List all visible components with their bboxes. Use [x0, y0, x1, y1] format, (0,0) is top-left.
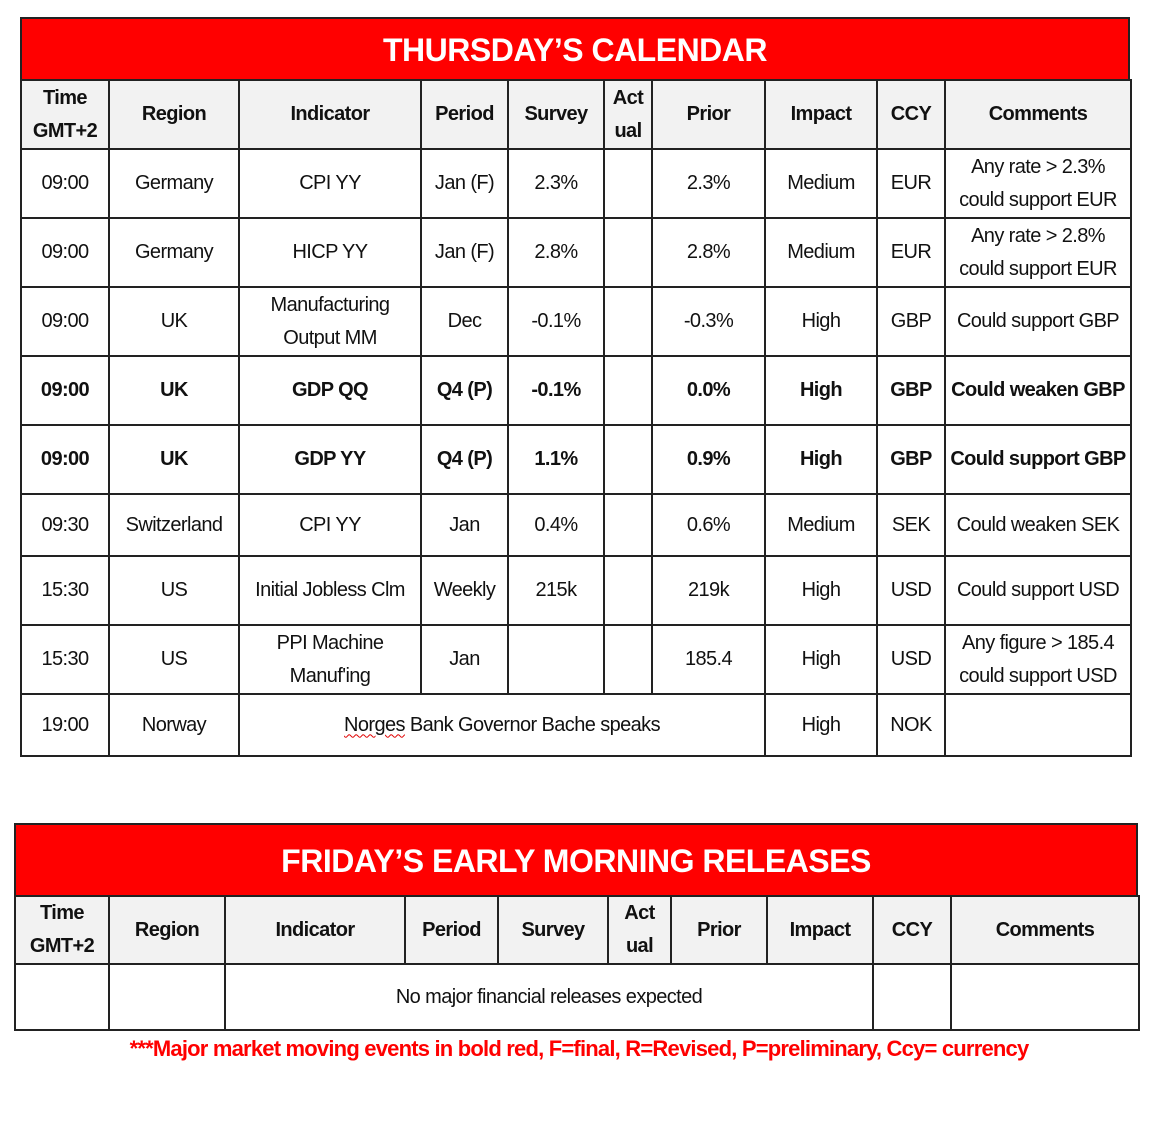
col-header-time	[15, 896, 109, 964]
table-row	[21, 494, 1131, 556]
cell-survey: 2.8%	[508, 218, 604, 287]
friday-table	[14, 895, 1140, 1031]
col-header-ccy: CCY	[877, 80, 945, 149]
cell-comments	[945, 694, 1131, 756]
thursday-table	[20, 79, 1132, 757]
col-header-indicator: Indicator	[225, 896, 405, 964]
cell-impact: High	[765, 694, 877, 756]
col-header-time-line2: GMT+2	[32, 119, 98, 142]
col-header-survey: Survey	[508, 80, 604, 149]
col-header-ccy: CCY	[873, 896, 951, 964]
col-header-region: Region	[109, 80, 239, 149]
col-header-actual-line1: Act	[612, 86, 644, 109]
cell-comments: Could support GBP	[945, 425, 1131, 494]
event-text-spellcheck: Norges	[344, 713, 405, 736]
table-row-major-event	[21, 425, 1131, 494]
cell-actual	[604, 494, 652, 556]
col-header-impact: Impact	[765, 80, 877, 149]
cell-prior: 185.4	[652, 625, 765, 694]
cell-ccy: EUR	[877, 149, 945, 218]
cell-indicator: HICP YY	[239, 218, 421, 287]
thursday-header-row	[21, 80, 1131, 149]
cell-ccy: GBP	[877, 287, 945, 356]
table-row	[21, 287, 1131, 356]
cell-period: Weekly	[421, 556, 508, 625]
col-header-survey: Survey	[498, 896, 608, 964]
cell-time: 09:30	[21, 494, 109, 556]
cell-time: 09:00	[21, 218, 109, 287]
table-row-norway-speech	[21, 694, 1131, 756]
cell-region: UK	[109, 287, 239, 356]
table-row	[21, 218, 1131, 287]
col-header-time-line1: Time	[40, 902, 84, 924]
cell-prior: 0.6%	[652, 494, 765, 556]
table-row	[21, 149, 1131, 218]
cell-impact: Medium	[765, 149, 877, 218]
col-header-region: Region	[109, 896, 225, 964]
cell-comments: Any rate > 2.8% could support EUR	[945, 218, 1131, 287]
cell-region: Norway	[109, 694, 239, 756]
cell-actual	[604, 356, 652, 425]
cell-indicator: GDP YY	[239, 425, 421, 494]
cell-impact: Medium	[765, 494, 877, 556]
cell-survey: 0.4%	[508, 494, 604, 556]
cell-region: UK	[109, 356, 239, 425]
friday-header-row	[15, 896, 1139, 964]
cell-period: Jan	[421, 625, 508, 694]
table-row-major-event	[21, 356, 1131, 425]
cell-ccy	[873, 964, 951, 1030]
cell-period: Q4 (P)	[421, 356, 508, 425]
cell-indicator: Initial Jobless Clm	[239, 556, 421, 625]
cell-no-releases-message: No major financial releases expected	[225, 964, 873, 1030]
cell-ccy: NOK	[877, 694, 945, 756]
col-header-comments: Comments	[945, 80, 1131, 149]
cell-time: 09:00	[21, 287, 109, 356]
cell-time: 09:00	[21, 425, 109, 494]
cell-ccy: EUR	[877, 218, 945, 287]
cell-actual	[604, 218, 652, 287]
cell-period: Jan (F)	[421, 218, 508, 287]
cell-region: US	[109, 556, 239, 625]
col-header-actual	[604, 80, 652, 149]
cell-time	[15, 964, 109, 1030]
cell-actual	[604, 425, 652, 494]
col-header-prior: Prior	[671, 896, 767, 964]
cell-survey	[508, 625, 604, 694]
cell-impact: High	[765, 356, 877, 425]
cell-impact: Medium	[765, 218, 877, 287]
col-header-prior: Prior	[652, 80, 765, 149]
legend-footnote: ***Major market moving events in bold red, F=final, R=Revised, P=preliminary, Ccy= currency	[129, 1036, 1029, 1061]
cell-time: 09:00	[21, 149, 109, 218]
cell-comments: Any figure > 185.4 could support USD	[945, 625, 1131, 694]
cell-indicator: CPI YY	[239, 494, 421, 556]
cell-period: Dec	[421, 287, 508, 356]
cell-comments	[951, 964, 1139, 1030]
cell-indicator: GDP QQ	[239, 356, 421, 425]
cell-region: Germany	[109, 218, 239, 287]
col-header-time-line2: GMT+2	[29, 935, 95, 957]
cell-indicator: CPI YY	[239, 149, 421, 218]
cell-event-merged	[239, 694, 765, 756]
cell-comments: Could support GBP	[945, 287, 1131, 356]
cell-impact: High	[765, 556, 877, 625]
cell-survey: -0.1%	[508, 356, 604, 425]
cell-ccy: USD	[877, 625, 945, 694]
friday-releases-table	[14, 823, 1138, 1031]
cell-impact: High	[765, 625, 877, 694]
cell-time: 19:00	[21, 694, 109, 756]
cell-actual	[604, 556, 652, 625]
col-header-period: Period	[421, 80, 508, 149]
cell-survey: 1.1%	[508, 425, 604, 494]
cell-survey: -0.1%	[508, 287, 604, 356]
cell-ccy: USD	[877, 556, 945, 625]
cell-ccy: GBP	[877, 356, 945, 425]
friday-releases-title: FRIDAY’S EARLY MORNING RELEASES	[14, 823, 1138, 895]
col-header-period: Period	[405, 896, 498, 964]
thursday-calendar-table	[20, 17, 1130, 757]
cell-time: 15:30	[21, 625, 109, 694]
cell-survey: 215k	[508, 556, 604, 625]
col-header-actual-line2: ual	[625, 935, 654, 957]
cell-time: 09:00	[21, 356, 109, 425]
cell-prior: 219k	[652, 556, 765, 625]
cell-region: US	[109, 625, 239, 694]
cell-region: UK	[109, 425, 239, 494]
col-header-time	[21, 80, 109, 149]
cell-comments: Could weaken SEK	[945, 494, 1131, 556]
cell-prior: 0.0%	[652, 356, 765, 425]
cell-time: 15:30	[21, 556, 109, 625]
cell-indicator: PPI Machine Manuf'ing	[239, 625, 421, 694]
thursday-calendar-title: THURSDAY’S CALENDAR	[20, 17, 1130, 79]
col-header-time-line1: Time	[43, 86, 87, 109]
cell-period: Jan	[421, 494, 508, 556]
cell-prior: -0.3%	[652, 287, 765, 356]
cell-survey: 2.3%	[508, 149, 604, 218]
cell-comments: Any rate > 2.3% could support EUR	[945, 149, 1131, 218]
cell-prior: 0.9%	[652, 425, 765, 494]
col-header-actual-line2: ual	[614, 119, 642, 142]
cell-ccy: SEK	[877, 494, 945, 556]
cell-actual	[604, 149, 652, 218]
cell-indicator: Manufacturing Output MM	[239, 287, 421, 356]
cell-comments: Could weaken GBP	[945, 356, 1131, 425]
cell-comments: Could support USD	[945, 556, 1131, 625]
cell-actual	[604, 287, 652, 356]
cell-region	[109, 964, 225, 1030]
cell-prior: 2.3%	[652, 149, 765, 218]
cell-region: Germany	[109, 149, 239, 218]
cell-region: Switzerland	[109, 494, 239, 556]
col-header-actual	[608, 896, 671, 964]
cell-period: Q4 (P)	[421, 425, 508, 494]
cell-actual	[604, 625, 652, 694]
col-header-impact: Impact	[767, 896, 873, 964]
table-row	[21, 556, 1131, 625]
table-row-empty-message	[15, 964, 1139, 1030]
cell-prior: 2.8%	[652, 218, 765, 287]
col-header-comments: Comments	[951, 896, 1139, 964]
col-header-indicator: Indicator	[239, 80, 421, 149]
table-row	[21, 625, 1131, 694]
event-text-rest: Bank Governor Bache speaks	[404, 713, 660, 736]
cell-ccy: GBP	[877, 425, 945, 494]
cell-period: Jan (F)	[421, 149, 508, 218]
cell-impact: High	[765, 425, 877, 494]
col-header-actual-line1: Act	[624, 902, 655, 924]
cell-impact: High	[765, 287, 877, 356]
